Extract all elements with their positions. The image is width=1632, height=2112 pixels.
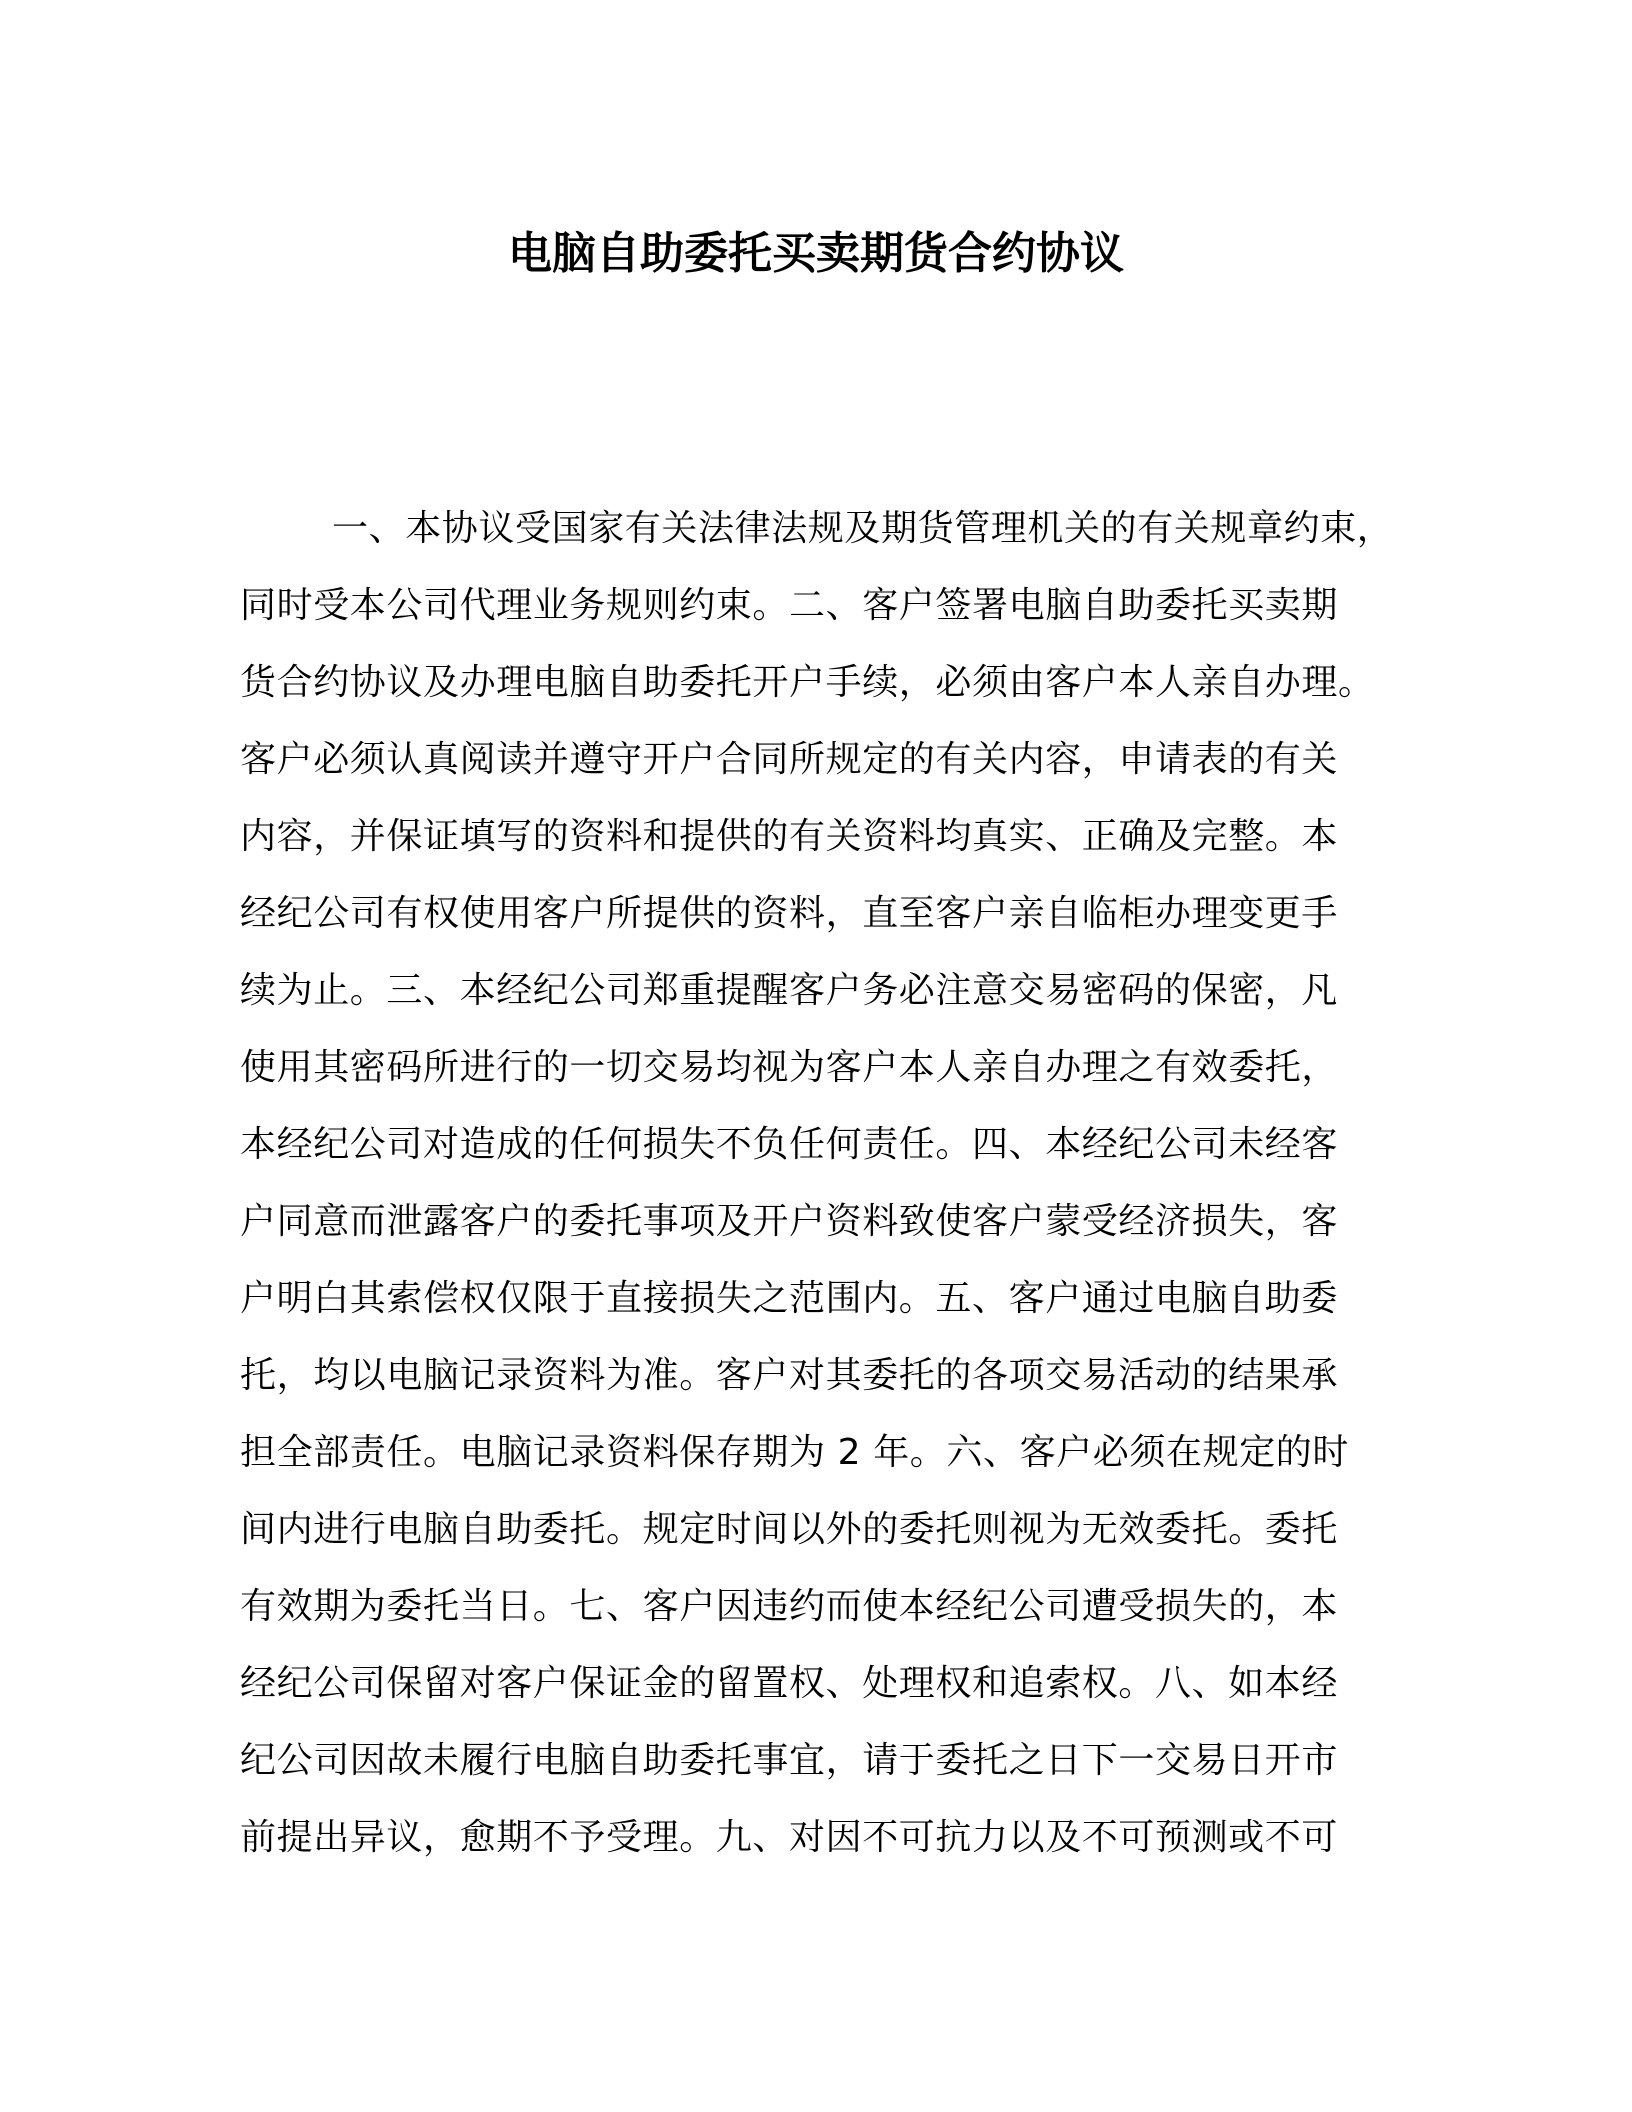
body-line: 客户必须认真阅读并遵守开户合同所规定的有关内容，申请表的有关 [240,739,1339,780]
body-line: 同时受本公司代理业务规则约束。二、客户签署电脑自助委托买卖期 [240,585,1339,626]
body-line: 本经纪公司对造成的任何损失不负任何责任。四、本经纪公司未经客 [240,1124,1339,1165]
body-line: 托，均以电脑记录资料为准。客户对其委托的各项交易活动的结果承 [240,1355,1339,1396]
body-line: 内容，并保证填写的资料和提供的有关资料均真实、正确及完整。本 [240,816,1339,857]
body-line: 经纪公司有权使用客户所提供的资料，直至客户亲自临柜办理变更手 [240,893,1339,934]
document-title: 电脑自助委托买卖期货合约协议 [508,228,1124,279]
body-line: 户同意而泄露客户的委托事项及开户资料致使客户蒙受经济损失，客 [240,1201,1339,1242]
body-line: 货合约协议及办理电脑自助委托开户手续，必须由客户本人亲自办理。 [240,662,1375,703]
body-line: 一、本协议受国家有关法律法规及期货管理机关的有关规章约束， [332,508,1394,549]
body-line: 前提出异议，愈期不予受理。九、对因不可抗力以及不可预测或不可 [240,1817,1339,1858]
body-line: 担全部责任。电脑记录资料保存期为 2 年。六、客户必须在规定的时 [240,1432,1349,1473]
body-line: 经纪公司保留对客户保证金的留置权、处理权和追索权。八、如本经 [240,1663,1339,1704]
body-line: 有效期为委托当日。七、客户因违约而使本经纪公司遭受损失的，本 [240,1586,1339,1627]
body-line: 纪公司因故未履行电脑自助委托事宜，请于委托之日下一交易日开市 [240,1740,1339,1781]
body-line: 户明白其索偿权仅限于直接损失之范围内。五、客户通过电脑自助委 [240,1278,1339,1319]
body-line: 间内进行电脑自助委托。规定时间以外的委托则视为无效委托。委托 [240,1509,1339,1550]
body-line: 使用其密码所进行的一切交易均视为客户本人亲自办理之有效委托， [240,1047,1339,1088]
document-body [240,490,1440,1876]
body-line: 续为止。三、本经纪公司郑重提醒客户务必注意交易密码的保密，凡 [240,970,1339,1011]
